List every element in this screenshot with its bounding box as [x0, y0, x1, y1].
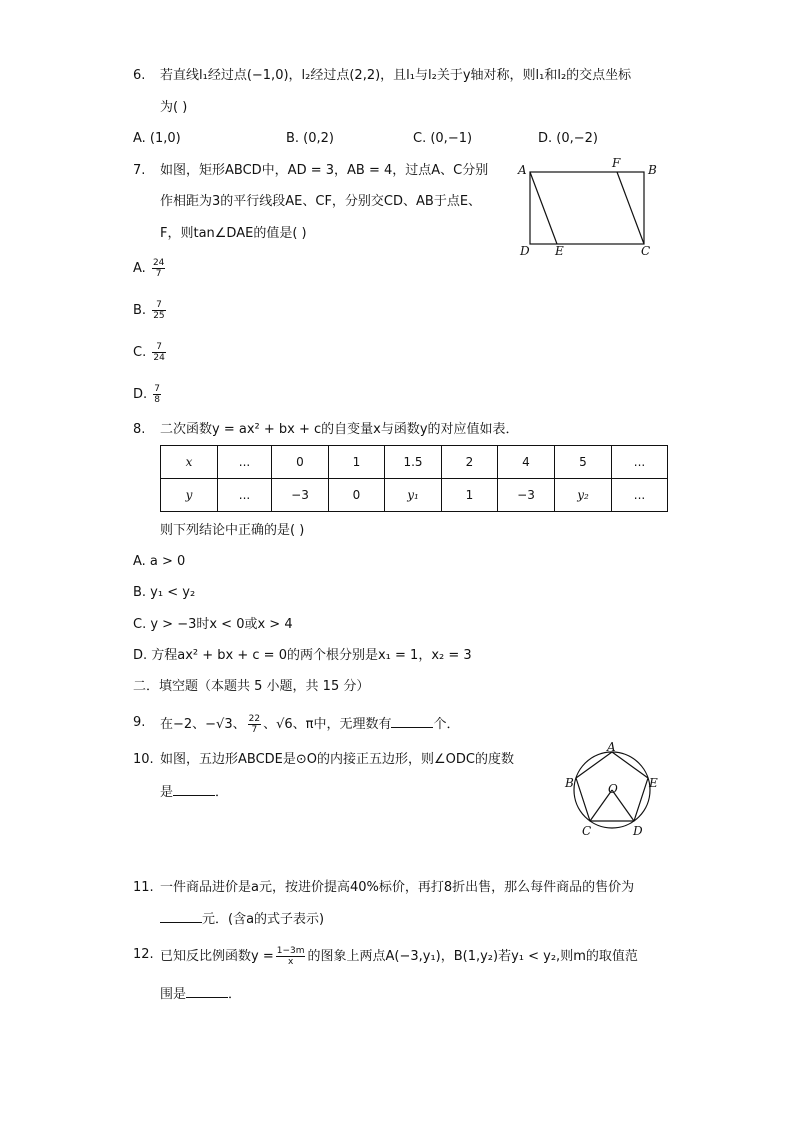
q8-intro: 二次函数y = ax² + bx + c的自变量x与函数y的对应值如表．: [160, 422, 519, 437]
q7-option-d: D. $\frac{7}{8}$: [133, 384, 161, 405]
label-f: F: [612, 156, 621, 170]
label-e: E: [649, 776, 658, 790]
q12-text-line1: 已知反比例函数y = $\frac{1-3m}{x}$ 的图象上两点A(−3,y₁)，B(1,y₂)若y₁ < y₂,则m的取值范: [160, 946, 638, 967]
table-cell: −3: [498, 479, 555, 512]
label-a: A: [518, 163, 527, 177]
table-cell: −3: [272, 479, 329, 512]
q10-number: 10.: [133, 752, 154, 767]
table-cell: 5: [555, 446, 612, 479]
table-cell: 1.5: [385, 446, 442, 479]
table-cell: ...: [218, 446, 272, 479]
q9-answer-blank[interactable]: [391, 715, 433, 728]
rectangle-abcd: [530, 172, 644, 244]
table-row-x: [161, 446, 668, 479]
q7-text-line2: 作相距为3的平行线段AE、CF，分别交CD、AB于点E、: [160, 194, 482, 209]
q10-answer-blank[interactable]: [173, 783, 215, 796]
q8-option-c: C. y > −3时x < 0或x > 4: [133, 617, 293, 632]
q8-value-table: [160, 445, 668, 512]
q8-option-a: A. a > 0: [133, 554, 186, 569]
q12-text-line2: 围是 ．: [160, 987, 242, 1002]
q10-text-line1: 如图，五边形ABCDE是⊙O的内接正五边形，则∠ODC的度数: [160, 752, 514, 767]
q11-text-line2: 元．(含a的式子表示): [160, 910, 324, 929]
q12-answer-blank[interactable]: [186, 985, 228, 998]
q8-question: 则下列结论中正确的是( ): [160, 523, 305, 538]
table-cell: 2: [442, 446, 498, 479]
q12-number: 12.: [133, 947, 154, 962]
label-d: D: [633, 824, 643, 838]
label-o: O: [608, 782, 618, 796]
table-cell: y: [161, 479, 218, 512]
segment-ae: [530, 172, 557, 244]
q6-option-c: C. (0,−1): [413, 131, 473, 146]
q6-option-a: A. (1,0): [133, 131, 181, 146]
label-c: C: [641, 244, 651, 258]
label-e: E: [555, 244, 564, 258]
q6-text-line1: 若直线l₁经过点(−1,0)，l₂经过点(2,2)，且l₁与l₂关于y轴对称，则l₁和l₂的交点坐标: [160, 68, 632, 83]
q7-option-c: C. $\frac{7}{24}$: [133, 342, 165, 363]
q7-number: 7.: [133, 163, 146, 178]
q8-number: 8.: [133, 422, 146, 437]
label-b: B: [648, 163, 657, 177]
q7-text-line1: 如图，矩形ABCD中，AD = 3，AB = 4，过点A、C分别: [160, 163, 489, 178]
q7-text-line3: F，则tan∠DAE的值是( ): [160, 226, 307, 241]
table-cell: y₁: [385, 479, 442, 512]
q6-option-d: D. (0,−2): [538, 131, 598, 146]
label-c: C: [582, 824, 592, 838]
q10-pentagon-figure: [560, 742, 665, 842]
section-title-fill-in: 二．填空题（本题共 5 小题，共 15 分）: [133, 679, 370, 694]
label-b: B: [565, 776, 574, 790]
q9-text: 在−2、−√3、 $\frac{22}{7}$ 、√6、π中，无理数有 个．: [160, 714, 460, 735]
q9-number: 9.: [133, 715, 146, 730]
q8-option-d: D. 方程ax² + bx + c = 0的两个根分别是x₁ = 1，x₂ = 3: [133, 648, 472, 663]
table-cell: ...: [218, 479, 272, 512]
q10-text-line2: 是 ．: [160, 785, 229, 800]
table-cell: y₂: [555, 479, 612, 512]
q11-number: 11.: [133, 880, 154, 895]
q7-option-b: B. $\frac{7}{25}$: [133, 300, 165, 321]
q7-option-a: A. $\frac{24}{7}$: [133, 258, 165, 279]
table-cell: ...: [612, 446, 668, 479]
q6-text-line2: 为( ): [160, 100, 188, 115]
q11-answer-blank[interactable]: [160, 910, 202, 923]
table-row-y: [161, 479, 668, 512]
table-cell: ...: [612, 479, 668, 512]
segment-cf: [617, 172, 644, 244]
table-cell: 0: [272, 446, 329, 479]
q6-option-b: B. (0,2): [286, 131, 335, 146]
table-cell: 0: [329, 479, 385, 512]
label-d: D: [520, 244, 530, 258]
label-a: A: [607, 740, 616, 754]
table-cell: 1: [329, 446, 385, 479]
q8-option-b: B. y₁ < y₂: [133, 585, 196, 600]
q11-text-line1: 一件商品进价是a元，按进价提高40%标价，再打8折出售，那么每件商品的售价为: [160, 880, 635, 895]
table-cell: 1: [442, 479, 498, 512]
table-cell: 4: [498, 446, 555, 479]
q7-rectangle-figure: [515, 155, 665, 260]
q6-number: 6.: [133, 68, 146, 83]
table-cell: x: [161, 446, 218, 479]
